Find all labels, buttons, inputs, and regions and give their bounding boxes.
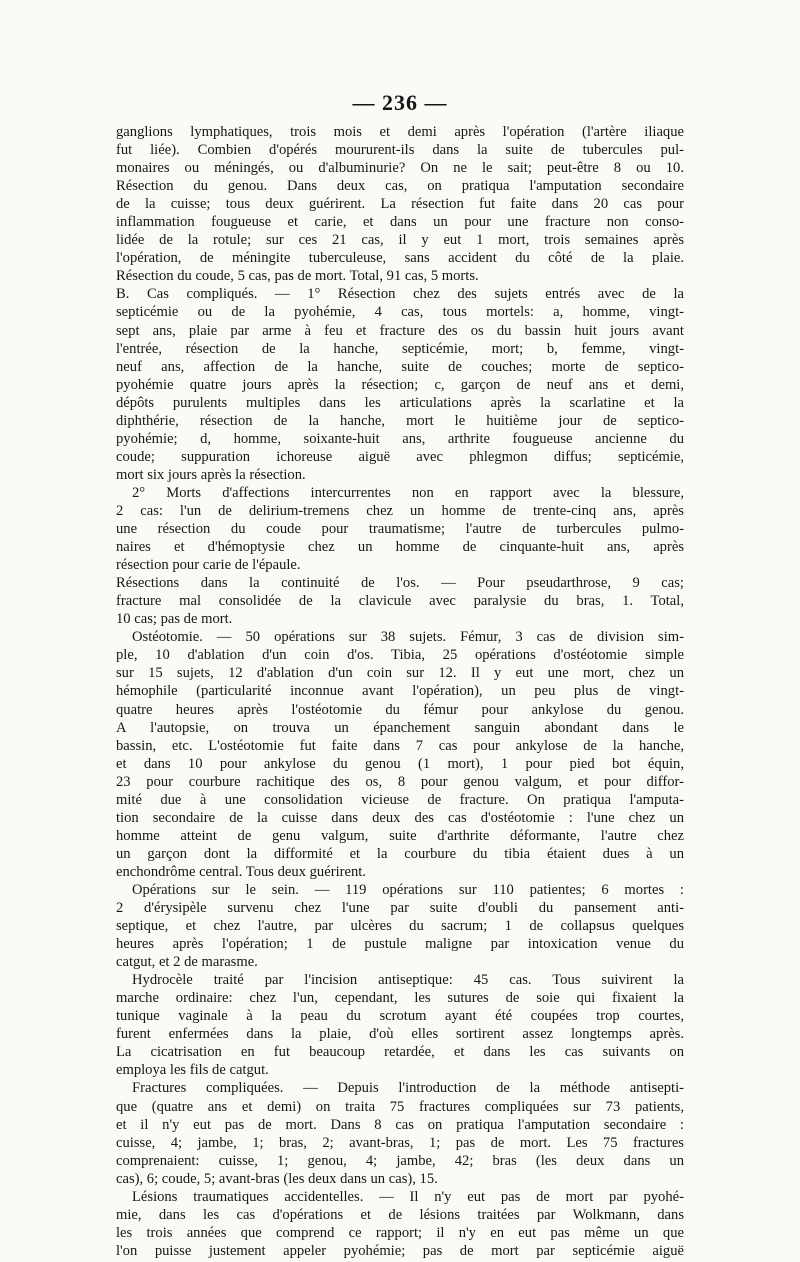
- text-line: que (quatre ans et demi) on traita 75 fractures compliquées sur 73 patients,: [116, 1098, 684, 1115]
- text-line: monaires ou méningés, ou d'albuminurie? On ne le sait; peut-être 8 ou 10.: [116, 160, 684, 177]
- text-line: résection pour carie de l'épaule.: [116, 557, 301, 574]
- text-line: naires et d'hémoptysie chez un homme de cinquante-huit ans, après: [116, 539, 684, 556]
- text-line: diphthérie, résection de la hanche, mort le huitième jour de septico-: [116, 412, 684, 429]
- text-line: sur 15 sujets, 12 d'ablation d'un coin sur 12. Il y eut une mort, chez un: [116, 665, 684, 682]
- text-line: homme atteint de genu valgum, suite d'arthrite déformante, l'autre chez: [116, 827, 684, 844]
- text-line: Résection du genou. Dans deux cas, on pratiqua l'amputation secondaire: [116, 178, 684, 195]
- text-line: comprenaient: cuisse, 1; genou, 4; jambe, 42; bras (les deux dans un: [116, 1152, 684, 1169]
- text-line: un garçon dont la difformité et la courbure du tibia étaient dues à un: [116, 845, 684, 862]
- text-line: pyohémie quatre jours après la résection; c, garçon de neuf ans et demi,: [116, 376, 684, 393]
- text-line: Résections dans la continuité de l'os. — Pour pseudarthrose, 9 cas;: [116, 575, 684, 592]
- text-line: 2 d'érysipèle survenu chez l'une par suite d'oubli du pansement anti-: [116, 900, 684, 917]
- text-line: Hydrocèle traité par l'incision antiseptique: 45 cas. Tous suivirent la: [132, 972, 684, 989]
- text-line: La cicatrisation en fut beaucoup retardée, et dans les cas suivants on: [116, 1044, 684, 1061]
- text-line: sept ans, plaie par arme à feu et fracture des os du bassin huit jours avant: [116, 322, 684, 339]
- text-line: Résection du coude, 5 cas, pas de mort. Total, 91 cas, 5 morts.: [116, 268, 479, 285]
- text-line: tion secondaire de la cuisse dans deux des cas d'ostéotomie : l'une chez un: [116, 809, 684, 826]
- text-line: catgut, et 2 de marasme.: [116, 954, 258, 971]
- text-line: furent enfermées dans la plaie, d'où elles sortirent assez longtemps après.: [116, 1026, 684, 1043]
- text-line: cas), 6; coude, 5; avant-bras (les deux dans un cas), 15.: [116, 1170, 438, 1187]
- text-line: l'entrée, résection de la hanche, septicémie, mort; b, femme, vingt-: [116, 340, 684, 357]
- text-line: Fractures compliquées. — Depuis l'introduction de la méthode antisepti-: [132, 1080, 684, 1097]
- text-line: mort six jours après la résection.: [116, 466, 306, 483]
- text-line: Ostéotomie. — 50 opérations sur 38 sujets. Fémur, 3 cas de division sim-: [132, 629, 684, 646]
- text-line: marche ordinaire: chez l'un, cependant, les sutures de soie qui fixaient la: [116, 990, 684, 1007]
- text-line: coude; suppuration ichoreuse aiguë avec phlegmon diffus; septicémie,: [116, 448, 684, 465]
- text-line: A l'autopsie, on trouva un épanchement sanguin abondant dans le: [116, 719, 684, 736]
- text-line: pyohémie; d, homme, soixante-huit ans, arthrite fougueuse ancienne du: [116, 430, 684, 447]
- text-line: et dans 10 pour ankylose du genou (1 mort), 1 pour pied bot équin,: [116, 755, 684, 772]
- text-line: les trois années que comprend ce rapport; il n'y en eut pas même un que: [116, 1224, 684, 1241]
- text-line: ganglions lymphatiques, trois mois et demi après l'opération (l'artère iliaque: [116, 124, 684, 140]
- text-line: cuisse, 4; jambe, 1; bras, 2; avant-bras, 1; pas de mort. Les 75 fractures: [116, 1134, 684, 1151]
- page-number: — 236 —: [352, 90, 448, 115]
- text-line: hémophile (particularité inconnue avant l'opération), un peu plus de vingt-: [116, 683, 684, 700]
- text-line: une résection du coude pour traumatisme; l'autre de turbercules pulmo-: [116, 521, 684, 538]
- text-line: neuf ans, affection de la hanche, suite de couches; morte de septico-: [116, 358, 684, 375]
- body-text: [116, 123, 684, 1260]
- text-line: fracture mal consolidée de la clavicule avec paralysie du bras, 1. Total,: [116, 593, 684, 610]
- text-line: septique, et chez l'autre, par ulcères du sacrum; 1 de collapsus quelques: [116, 918, 684, 935]
- text-line: fut liée). Combien d'opérés moururent-ils dans la suite de tubercules pul-: [116, 142, 684, 159]
- text-line: 2 cas: l'un de delirium-tremens chez un homme de trente-cinq ans, après: [116, 502, 684, 519]
- text-line: l'opération, de méningite tuberculeuse, sans accident du côté de la plaie.: [116, 250, 684, 267]
- text-line: lidée de la rotule; sur ces 21 cas, il y eut 1 mort, trois semaines après: [116, 232, 684, 249]
- text-line: 2° Morts d'affections intercurrentes non en rapport avec la blessure,: [132, 484, 684, 501]
- text-line: inflammation fougueuse et carie, et dans un pour une fracture non conso-: [116, 214, 684, 231]
- text-line: dépôts purulents multiples dans les articulations après la scarlatine et la: [116, 394, 684, 411]
- text-line: employa les fils de catgut.: [116, 1062, 269, 1079]
- text-line: et il n'y eut pas de mort. Dans 8 cas on pratiqua l'amputation secondaire :: [116, 1116, 684, 1133]
- text-line: Lésions traumatiques accidentelles. — Il n'y eut pas de mort par pyohé-: [132, 1188, 684, 1205]
- text-line: tunique vaginale à la peau du scrotum ayant été coupées trop courtes,: [116, 1008, 684, 1025]
- text-line: bassin, etc. L'ostéotomie fut faite dans 7 cas pour ankylose de la hanche,: [116, 737, 684, 754]
- text-line: 23 pour courbure rachitique des os, 8 pour genou valgum, et pour diffor-: [116, 773, 684, 790]
- text-line: B. Cas compliqués. — 1° Résection chez des sujets entrés avec de la: [116, 286, 684, 303]
- text-line: quatre heures après l'ostéotomie du fémur pour ankylose du genou.: [116, 701, 684, 718]
- text-line: ple, 10 d'ablation d'un coin d'os. Tibia, 25 opérations d'ostéotomie simple: [116, 647, 684, 664]
- text-line: enchondrôme central. Tous deux guérirent.: [116, 863, 366, 880]
- text-line: mité due à une consolidation vicieuse de fracture. On pratiqua l'amputa-: [116, 791, 684, 808]
- text-line: septicémie ou de la pyohémie, 4 cas, tous mortels: a, homme, vingt-: [116, 304, 684, 321]
- text-line: heures après l'opération; 1 de pustule maligne par intoxication venue du: [116, 936, 684, 953]
- text-line: mie, dans les cas d'opérations et de lésions traitées par Wolkmann, dans: [116, 1206, 684, 1223]
- text-line: 10 cas; pas de mort.: [116, 611, 233, 628]
- text-line: de la cuisse; tous deux guérirent. La résection fut faite dans 20 cas pour: [116, 196, 684, 213]
- text-line: Opérations sur le sein. — 119 opérations sur 110 patientes; 6 mortes :: [132, 881, 684, 898]
- text-line: l'on puisse justement appeler pyohémie; pas de mort par septicémie aiguë: [116, 1242, 684, 1259]
